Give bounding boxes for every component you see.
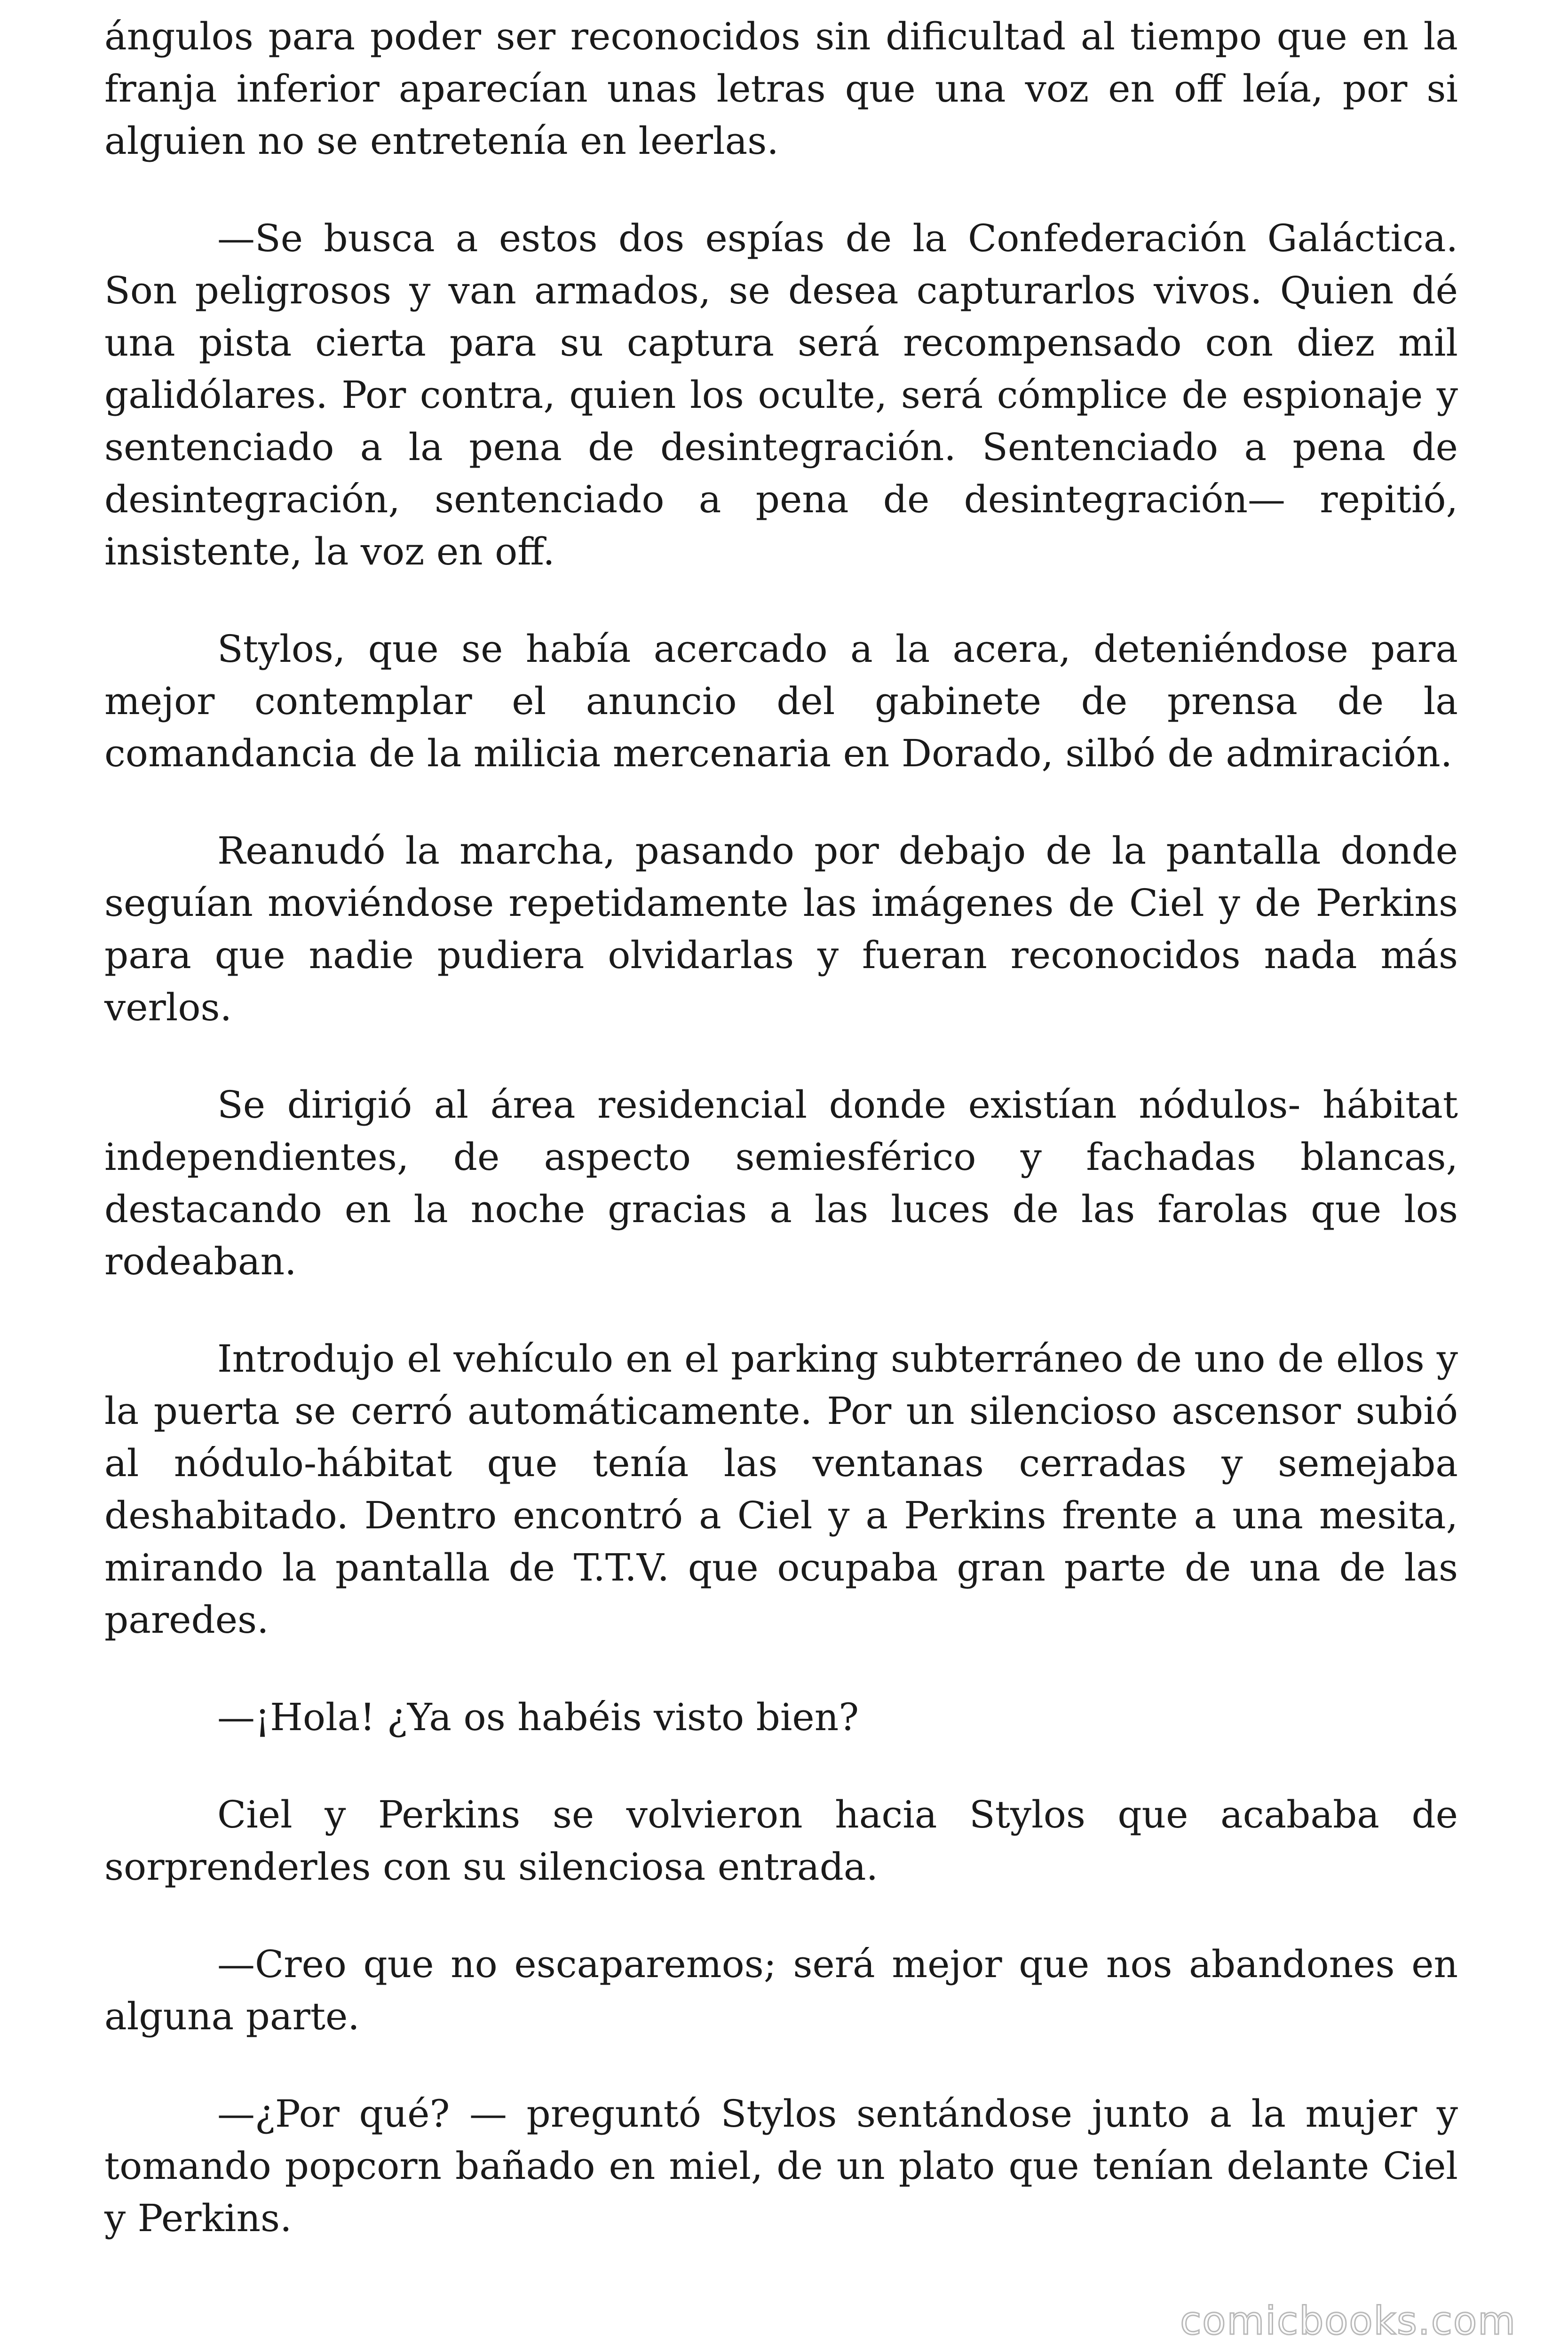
paragraph-dialogue-creo: —Creo que no escaparemos; será mejor que nos abandones en alguna parte. <box>104 1942 1458 2038</box>
paragraph-dialogue-por-que: —¿Por qué? — preguntó Stylos sentándose junto a la mujer y tomando popcorn bañado en miel, de un plato que tenían delante Ciel y Perkins. <box>104 2092 1458 2240</box>
paragraph-dialogue-hola: —¡Hola! ¿Ya os habéis visto bien? <box>217 1695 859 1739</box>
paragraph-continuation: ángulos para poder ser reconocidos sin dificultad al tiempo que en la franja inferior aparecían unas letras que una voz en off leía, por si alguien no se entretenía en leerlas. <box>104 15 1458 163</box>
paragraph-ciel-perkins: Ciel y Perkins se volvieron hacia Stylos que acababa de sorprenderles con su silenciosa entrada. <box>104 1793 1458 1889</box>
paragraph-reanudo-marcha: Reanudó la marcha, pasando por debajo de la pantalla donde seguían moviéndose repetidamente las imágenes de Ciel y de Perkins para que nadie pudiera olvidarlas y fueran reconocidos nada más verlos. <box>104 829 1458 1029</box>
book-page-text <box>104 10 1458 2289</box>
paragraph-stylos-acera: Stylos, que se había acercado a la acera, deteniéndose para mejor contemplar el anuncio del gabinete de prensa de la comandancia de la milicia mercenaria en Dorado, silbó de admiración. <box>104 627 1458 775</box>
paragraph-area-residencial: Se dirigió al área residencial donde existían nódulos- hábitat independientes, de aspecto semiesférico y fachadas blancas, destacando en la noche gracias a las luces de las farolas que los rodeaban. <box>104 1083 1458 1283</box>
paragraph-parking: Introdujo el vehículo en el parking subterráneo de uno de ellos y la puerta se cerró automáticamente. Por un silencioso ascensor subió al nódulo-hábitat que tenía las ventanas cerradas y semejaba deshabitado. Dentro encontró a Ciel y a Perkins frente a una mesita, mirando la pantalla de T.T.V. que ocupaba gran parte de una de las paredes. <box>104 1337 1458 1642</box>
watermark-text: comicbooks.com <box>1180 2299 1516 2344</box>
paragraph-announcement: —Se busca a estos dos espías de la Confederación Galáctica. Son peligrosos y van armados, se desea capturarlos vivos. Quien dé una pista cierta para su captura será recompensado con diez mil galidólares. Por contra, quien los oculte, será cómplice de espionaje y sentenciado a la pena de desintegración. Sentenciado a pena de desintegración, sentenciado a pena de desintegración— repitió, insistente, la voz en off. <box>104 216 1458 573</box>
